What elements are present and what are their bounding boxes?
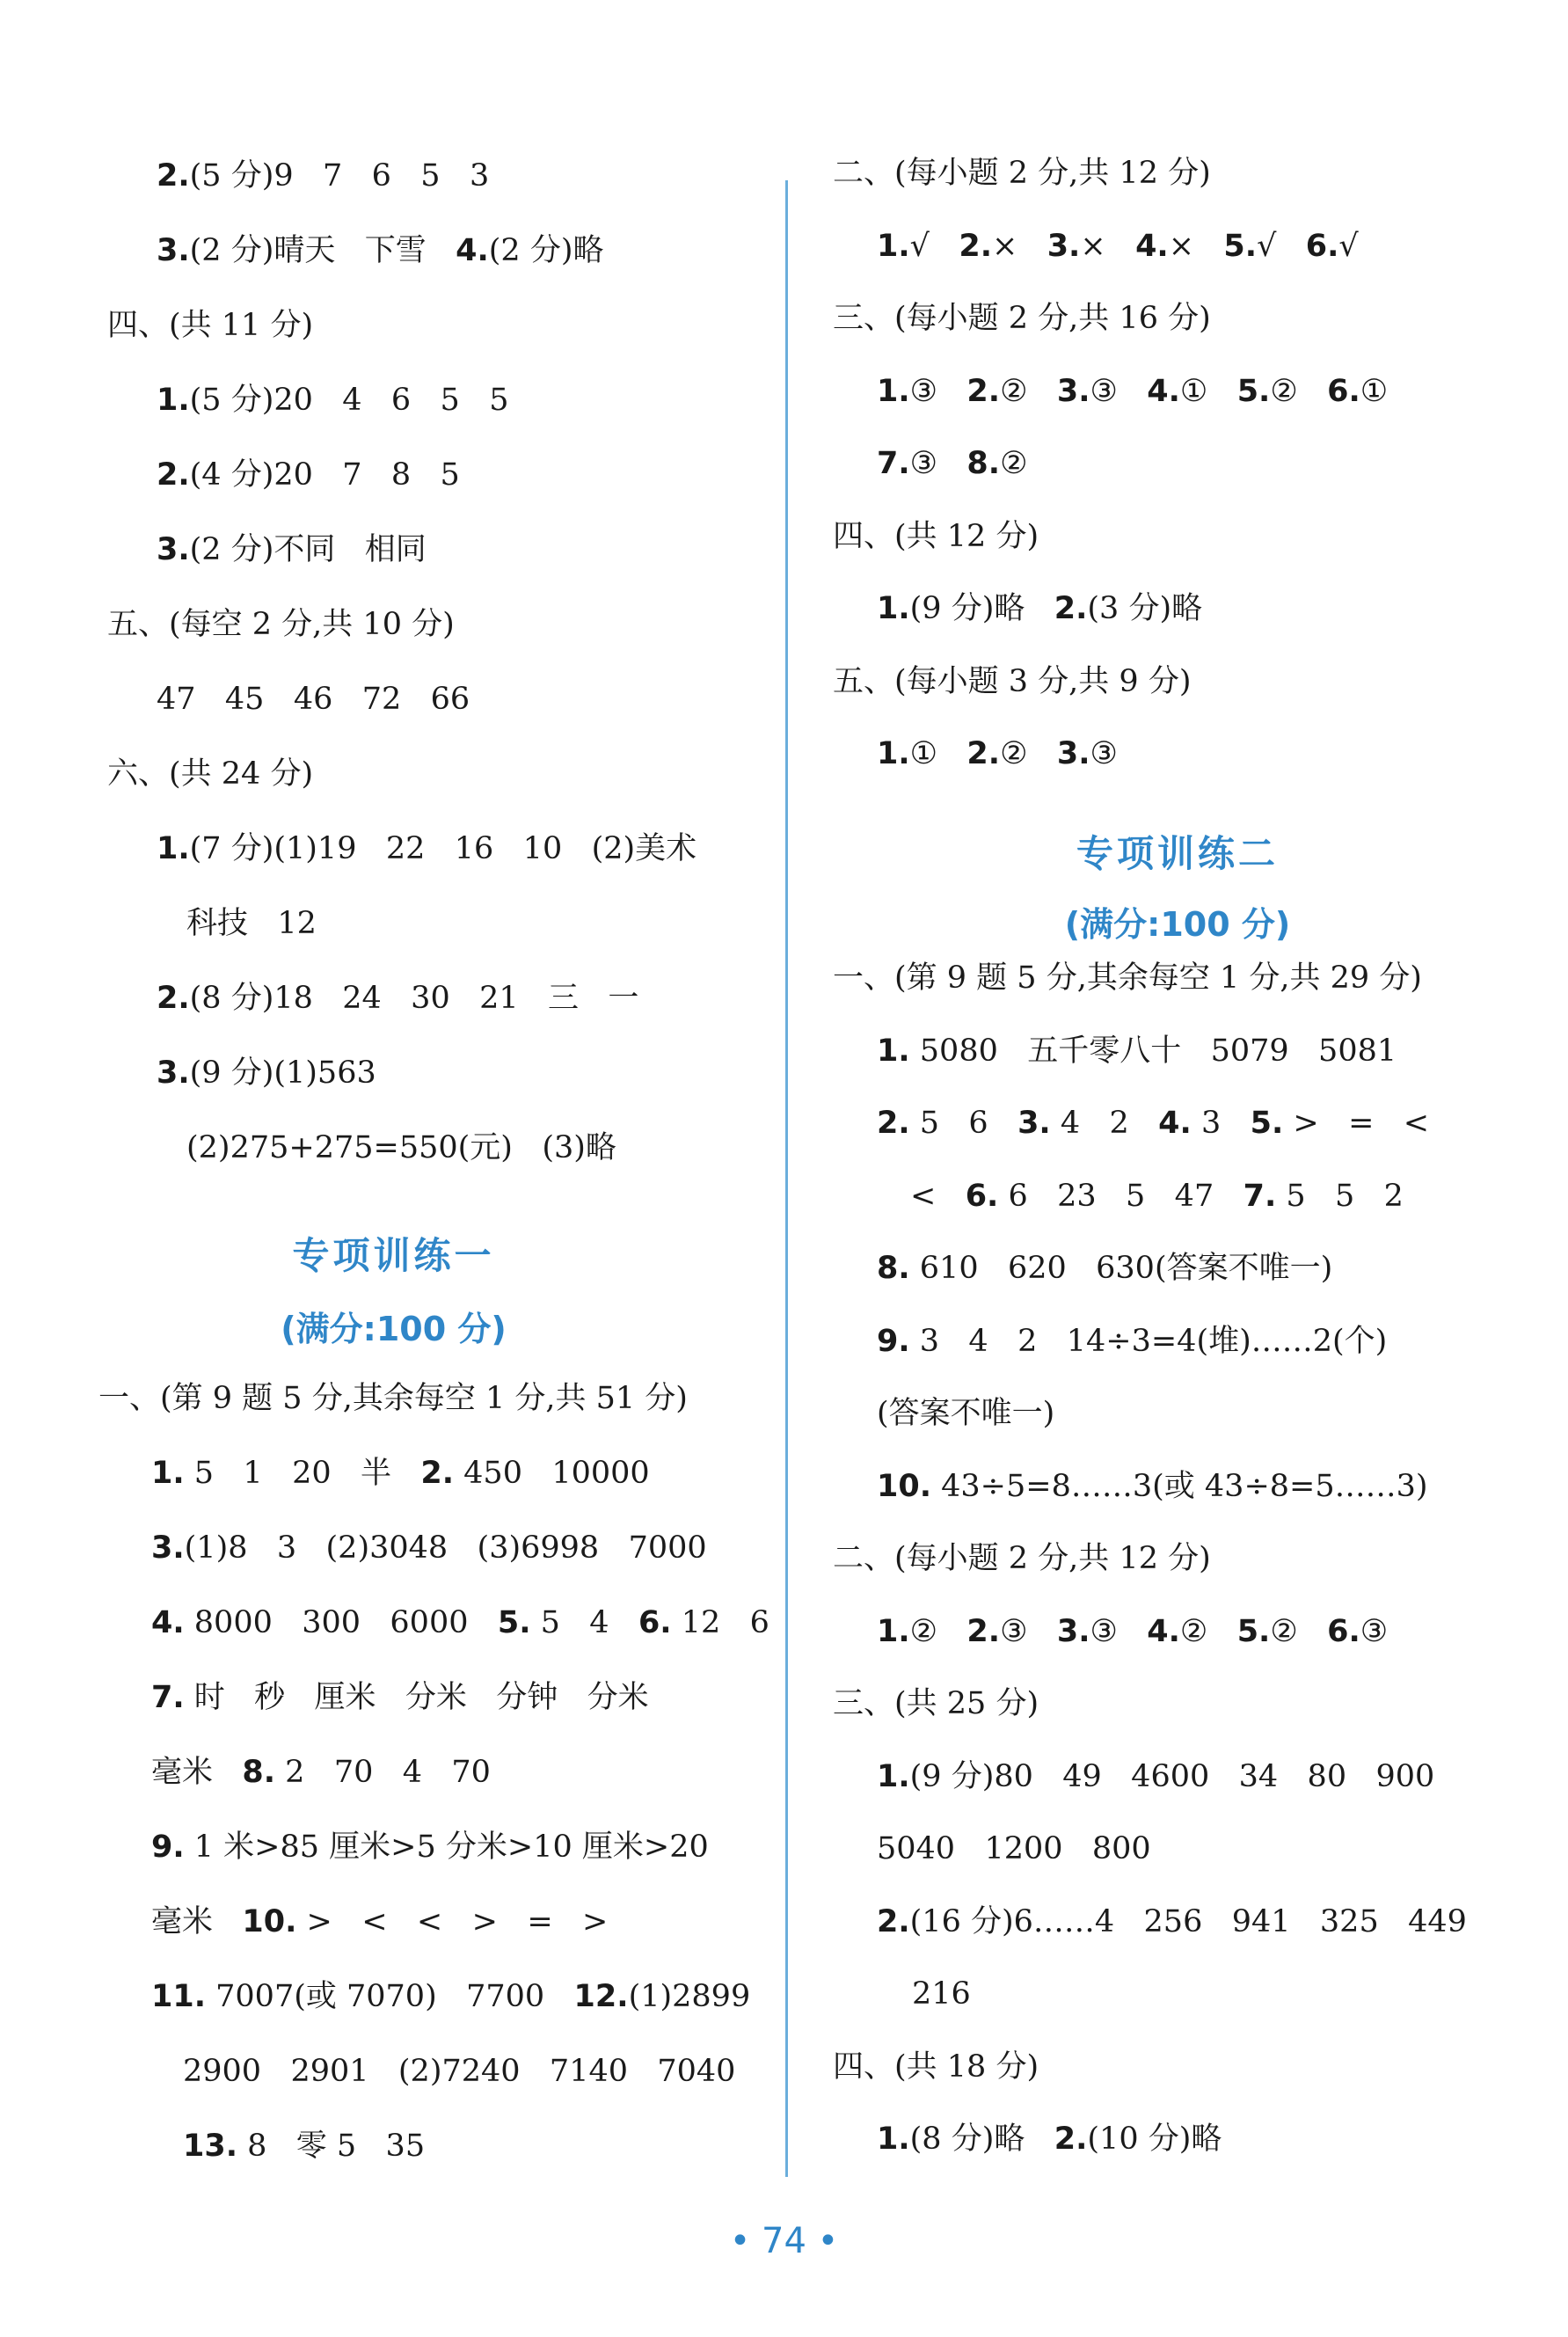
answer-text: (9 分)80 49 4600 34 80 900 — [909, 1759, 1435, 1794]
question-number: 7. — [877, 446, 910, 481]
answer-line — [833, 1682, 1039, 1726]
answer-text: × — [992, 229, 1047, 264]
answer-line — [877, 1101, 1429, 1145]
answer-text: 5 1 20 半 — [184, 1456, 421, 1491]
question-number: 8. — [877, 1251, 910, 1286]
answer-text: 三、(共 25 分) — [833, 1686, 1039, 1721]
answer-text: 5040 1200 800 — [877, 1831, 1151, 1866]
answer-text: 六、(共 24 分) — [107, 756, 314, 792]
answer-line — [107, 303, 313, 347]
answer-text: ③ — [1090, 374, 1148, 409]
answer-text: (3 分)略 — [1087, 591, 1203, 626]
answer-text: ② — [1270, 374, 1328, 409]
answer-line — [877, 1391, 1054, 1435]
answer-line — [912, 1972, 971, 2016]
answer-text: 毫米 — [151, 1904, 243, 1939]
answer-text: 12 6 — [671, 1605, 769, 1640]
question-number: 3. — [157, 1055, 190, 1091]
answer-text: 一、(第 9 题 5 分,其余每空 1 分,共 51 分) — [98, 1381, 688, 1416]
answer-line — [151, 1825, 709, 1869]
answer-text: √ — [1338, 229, 1359, 264]
answer-line — [151, 1975, 750, 2019]
answer-text: 216 — [912, 1976, 971, 2012]
question-number: 5. — [1236, 1614, 1271, 1649]
answer-line — [151, 1526, 707, 1570]
answer-text: (1)8 3 (2)3048 (3)6998 7000 — [184, 1530, 707, 1566]
section-title-1: 专项训练一 — [292, 1234, 495, 1277]
question-number: 5. — [1236, 374, 1271, 409]
question-number: 6. — [1327, 1614, 1360, 1649]
question-number: 6. — [965, 1179, 999, 1214]
section-subtitle-1: (满分:100 分) — [281, 1310, 507, 1348]
question-number: 2. — [157, 158, 190, 194]
answer-line — [157, 976, 638, 1020]
answer-line — [151, 1676, 649, 1720]
answer-line — [877, 1464, 1428, 1508]
question-number: 2. — [157, 981, 190, 1016]
question-number: 3. — [1017, 1106, 1051, 1141]
question-number: 6. — [1305, 229, 1339, 264]
question-number: 10. — [242, 1904, 297, 1939]
question-number: 9. — [151, 1829, 185, 1865]
question-number: 4. — [1147, 1614, 1180, 1649]
answer-line — [833, 151, 1211, 195]
answer-text: 2900 2901 (2)7240 7140 7040 — [183, 2054, 736, 2089]
question-number: 8. — [966, 446, 1001, 481]
answer-line — [877, 1610, 1388, 1654]
answer-line — [107, 603, 455, 646]
answer-text: (2 分)不同 相同 — [189, 532, 427, 567]
question-number: 1. — [877, 2122, 910, 2157]
question-number: 1. — [877, 1033, 910, 1069]
answer-line — [157, 154, 489, 198]
answer-line — [877, 1900, 1467, 1944]
question-number: 13. — [183, 2129, 238, 2164]
answer-line — [157, 378, 508, 422]
answer-text: ② — [1179, 1614, 1237, 1649]
question-number: 2. — [1054, 2122, 1088, 2157]
answer-text: 四、(共 11 分) — [107, 308, 314, 343]
question-number: 4. — [456, 233, 489, 268]
question-number: 1. — [157, 831, 190, 866]
answer-text: ② — [1000, 446, 1028, 481]
question-number: 3. — [157, 233, 190, 268]
question-number: 2. — [877, 1904, 910, 1939]
section-title-2: 专项训练二 — [1076, 832, 1279, 875]
answer-text: 二、(每小题 2 分,共 12 分) — [833, 156, 1211, 191]
answer-text: ③ — [1360, 1614, 1389, 1649]
question-number: 3. — [1056, 374, 1090, 409]
answer-text: 2 70 4 70 — [275, 1755, 491, 1790]
answer-text: 毫米 — [151, 1755, 243, 1790]
answer-text: 五、(每空 2 分,共 10 分) — [107, 607, 455, 642]
answer-line — [157, 677, 470, 721]
answer-text: 6 23 5 47 — [998, 1179, 1243, 1214]
answer-text: ① — [1179, 374, 1237, 409]
answer-line — [877, 2117, 1222, 2161]
answer-line — [877, 1755, 1434, 1799]
answer-text: 四、(共 12 分) — [833, 519, 1039, 554]
answer-text: 时 秒 厘米 分米 分钟 分米 — [184, 1680, 649, 1715]
answer-line — [151, 1601, 769, 1645]
answer-text: 47 45 46 72 66 — [157, 682, 470, 717]
answer-line — [833, 1537, 1211, 1581]
answer-text: (2)275+275=550(元) (3)略 — [186, 1130, 616, 1165]
answer-line — [833, 956, 1422, 1000]
answer-line — [877, 224, 1359, 268]
answer-line — [877, 587, 1202, 631]
question-number: 6. — [1327, 374, 1360, 409]
answer-text: (7 分)(1)19 22 16 10 (2)美术 — [189, 831, 697, 866]
answer-text: ② — [1000, 736, 1057, 771]
answer-line — [877, 1029, 1397, 1073]
answer-line — [877, 1827, 1151, 1871]
question-number: 1. — [877, 374, 910, 409]
question-number: 2. — [966, 736, 1001, 771]
answer-text: 7007(或 7070) 7700 — [206, 1979, 574, 2014]
answer-text: (9 分)略 — [909, 591, 1054, 626]
answer-text: 5 4 — [530, 1605, 638, 1640]
answer-text: (答案不唯一) — [877, 1396, 1055, 1431]
answer-text: 43÷5=8……3(或 43÷8=5……3) — [931, 1469, 1428, 1504]
question-number: 1. — [877, 736, 910, 771]
answer-line — [157, 1051, 376, 1095]
question-number: 2. — [877, 1106, 910, 1141]
answer-text: 四、(共 18 分) — [833, 2049, 1039, 2085]
answer-text: (8 分)18 24 30 21 三 一 — [189, 981, 639, 1016]
question-number: 11. — [151, 1979, 207, 2014]
answer-text: (8 分)略 — [909, 2122, 1054, 2157]
question-number: 1. — [877, 1759, 910, 1794]
answer-text: 3 — [1191, 1106, 1251, 1141]
question-number: 4. — [1158, 1106, 1192, 1141]
answer-line — [877, 1319, 1387, 1363]
question-number: 9. — [877, 1324, 910, 1359]
question-number: 5. — [497, 1605, 531, 1640]
answer-text: √ — [909, 229, 959, 264]
column-divider — [785, 180, 788, 2177]
answer-line — [833, 515, 1039, 559]
answer-text: 8000 300 6000 — [184, 1605, 498, 1640]
answer-text: 5080 五千零八十 5079 5081 — [909, 1033, 1397, 1069]
answer-text: ③ — [1000, 1614, 1057, 1649]
answer-text: 4 2 — [1050, 1106, 1159, 1141]
answer-text: 5 6 — [909, 1106, 1018, 1141]
question-number: 3. — [151, 1530, 185, 1566]
answer-text: ③ — [909, 446, 967, 481]
question-number: 3. — [1047, 229, 1081, 264]
question-number: 8. — [242, 1755, 276, 1790]
answer-text: × — [1080, 229, 1136, 264]
answer-text: (4 分)20 7 8 5 — [189, 457, 460, 493]
question-number: 2. — [966, 374, 1001, 409]
answer-line — [833, 296, 1211, 340]
answer-text: ① — [909, 736, 967, 771]
question-number: 4. — [151, 1605, 185, 1640]
answer-line — [833, 660, 1191, 704]
answer-line — [186, 1126, 616, 1170]
answer-text: 科技 12 — [186, 906, 317, 941]
answer-text: > < < > = > — [296, 1904, 609, 1939]
answer-line — [107, 752, 313, 796]
question-number: 4. — [1147, 374, 1180, 409]
answer-line — [157, 827, 696, 871]
answer-line — [877, 442, 1027, 486]
answer-text: ① — [1360, 374, 1389, 409]
answer-text: 610 620 630(答案不唯一) — [909, 1251, 1333, 1286]
question-number: 3. — [157, 532, 190, 567]
answer-text: (10 分)略 — [1087, 2122, 1222, 2157]
answer-text: √ — [1257, 229, 1306, 264]
question-number: 1. — [877, 229, 910, 264]
question-number: 1. — [877, 591, 910, 626]
answer-text: 三、(每小题 2 分,共 16 分) — [833, 301, 1211, 336]
answer-line — [151, 1451, 650, 1495]
section-subtitle-2: (满分:100 分) — [1064, 905, 1291, 944]
answer-text: (16 分)6……4 256 941 325 449 — [909, 1904, 1467, 1939]
answer-line — [157, 229, 604, 273]
answer-text: ② — [1270, 1614, 1328, 1649]
answer-line — [877, 732, 1118, 776]
question-number: 3. — [1056, 1614, 1090, 1649]
question-number: 1. — [151, 1456, 185, 1491]
question-number: 7. — [151, 1680, 185, 1715]
answer-text: (5 分)9 7 6 5 3 — [189, 158, 490, 194]
question-number: 2. — [966, 1614, 1001, 1649]
answer-text: ③ — [1090, 1614, 1148, 1649]
answer-text: 3 4 2 14÷3=4(堆)……2(个) — [909, 1324, 1388, 1359]
answer-text: 五、(每小题 3 分,共 9 分) — [833, 664, 1192, 699]
answer-text: ② — [909, 1614, 967, 1649]
question-number: 2. — [959, 229, 992, 264]
question-number: 3. — [1056, 736, 1090, 771]
question-number: 1. — [877, 1614, 910, 1649]
page-number: • 74 • — [729, 2221, 839, 2261]
question-number: 6. — [638, 1605, 672, 1640]
question-number: 2. — [157, 457, 190, 493]
question-number: 4. — [1135, 229, 1169, 264]
answer-text: (1)2899 — [628, 1979, 751, 2014]
answer-text: 5 5 2 — [1276, 1179, 1404, 1214]
answer-text: (9 分)(1)563 — [189, 1055, 376, 1091]
answer-text: × — [1168, 229, 1224, 264]
answer-text: ② — [1000, 374, 1057, 409]
answer-line — [877, 369, 1388, 413]
answer-text: ③ — [1090, 736, 1118, 771]
answer-line — [98, 1377, 688, 1420]
answer-text: 一、(第 9 题 5 分,其余每空 1 分,共 29 分) — [833, 960, 1422, 996]
answer-line — [157, 453, 460, 497]
question-number: 7. — [1243, 1179, 1277, 1214]
question-number: 10. — [877, 1469, 932, 1504]
answer-line — [157, 528, 427, 572]
question-number: 2. — [1054, 591, 1088, 626]
answer-text: 1 米>85 厘米>5 分米>10 厘米>20 — [184, 1829, 709, 1865]
answer-text: 二、(每小题 2 分,共 12 分) — [833, 1541, 1211, 1576]
answer-text: (2 分)晴天 下雪 — [189, 233, 456, 268]
answer-text: (5 分)20 4 6 5 5 — [189, 383, 509, 418]
question-number: 12. — [573, 1979, 629, 2014]
answer-line — [151, 1750, 491, 1794]
answer-line — [186, 902, 317, 946]
question-number: 5. — [1250, 1106, 1284, 1141]
answer-text: < — [910, 1179, 966, 1214]
question-number: 2. — [420, 1456, 455, 1491]
answer-line — [183, 2124, 425, 2168]
answer-text: (2 分)略 — [488, 233, 604, 268]
answer-line — [910, 1174, 1404, 1218]
answer-text: 8 零 5 35 — [237, 2129, 426, 2164]
answer-line — [151, 1900, 608, 1944]
answer-text: ③ — [909, 374, 967, 409]
answer-text: > = < — [1283, 1106, 1430, 1141]
answer-line — [833, 2045, 1039, 2089]
answer-line — [183, 2049, 735, 2093]
question-number: 5. — [1223, 229, 1258, 264]
answer-text: 450 10000 — [454, 1456, 650, 1491]
question-number: 1. — [157, 383, 190, 418]
answer-line — [877, 1246, 1332, 1290]
